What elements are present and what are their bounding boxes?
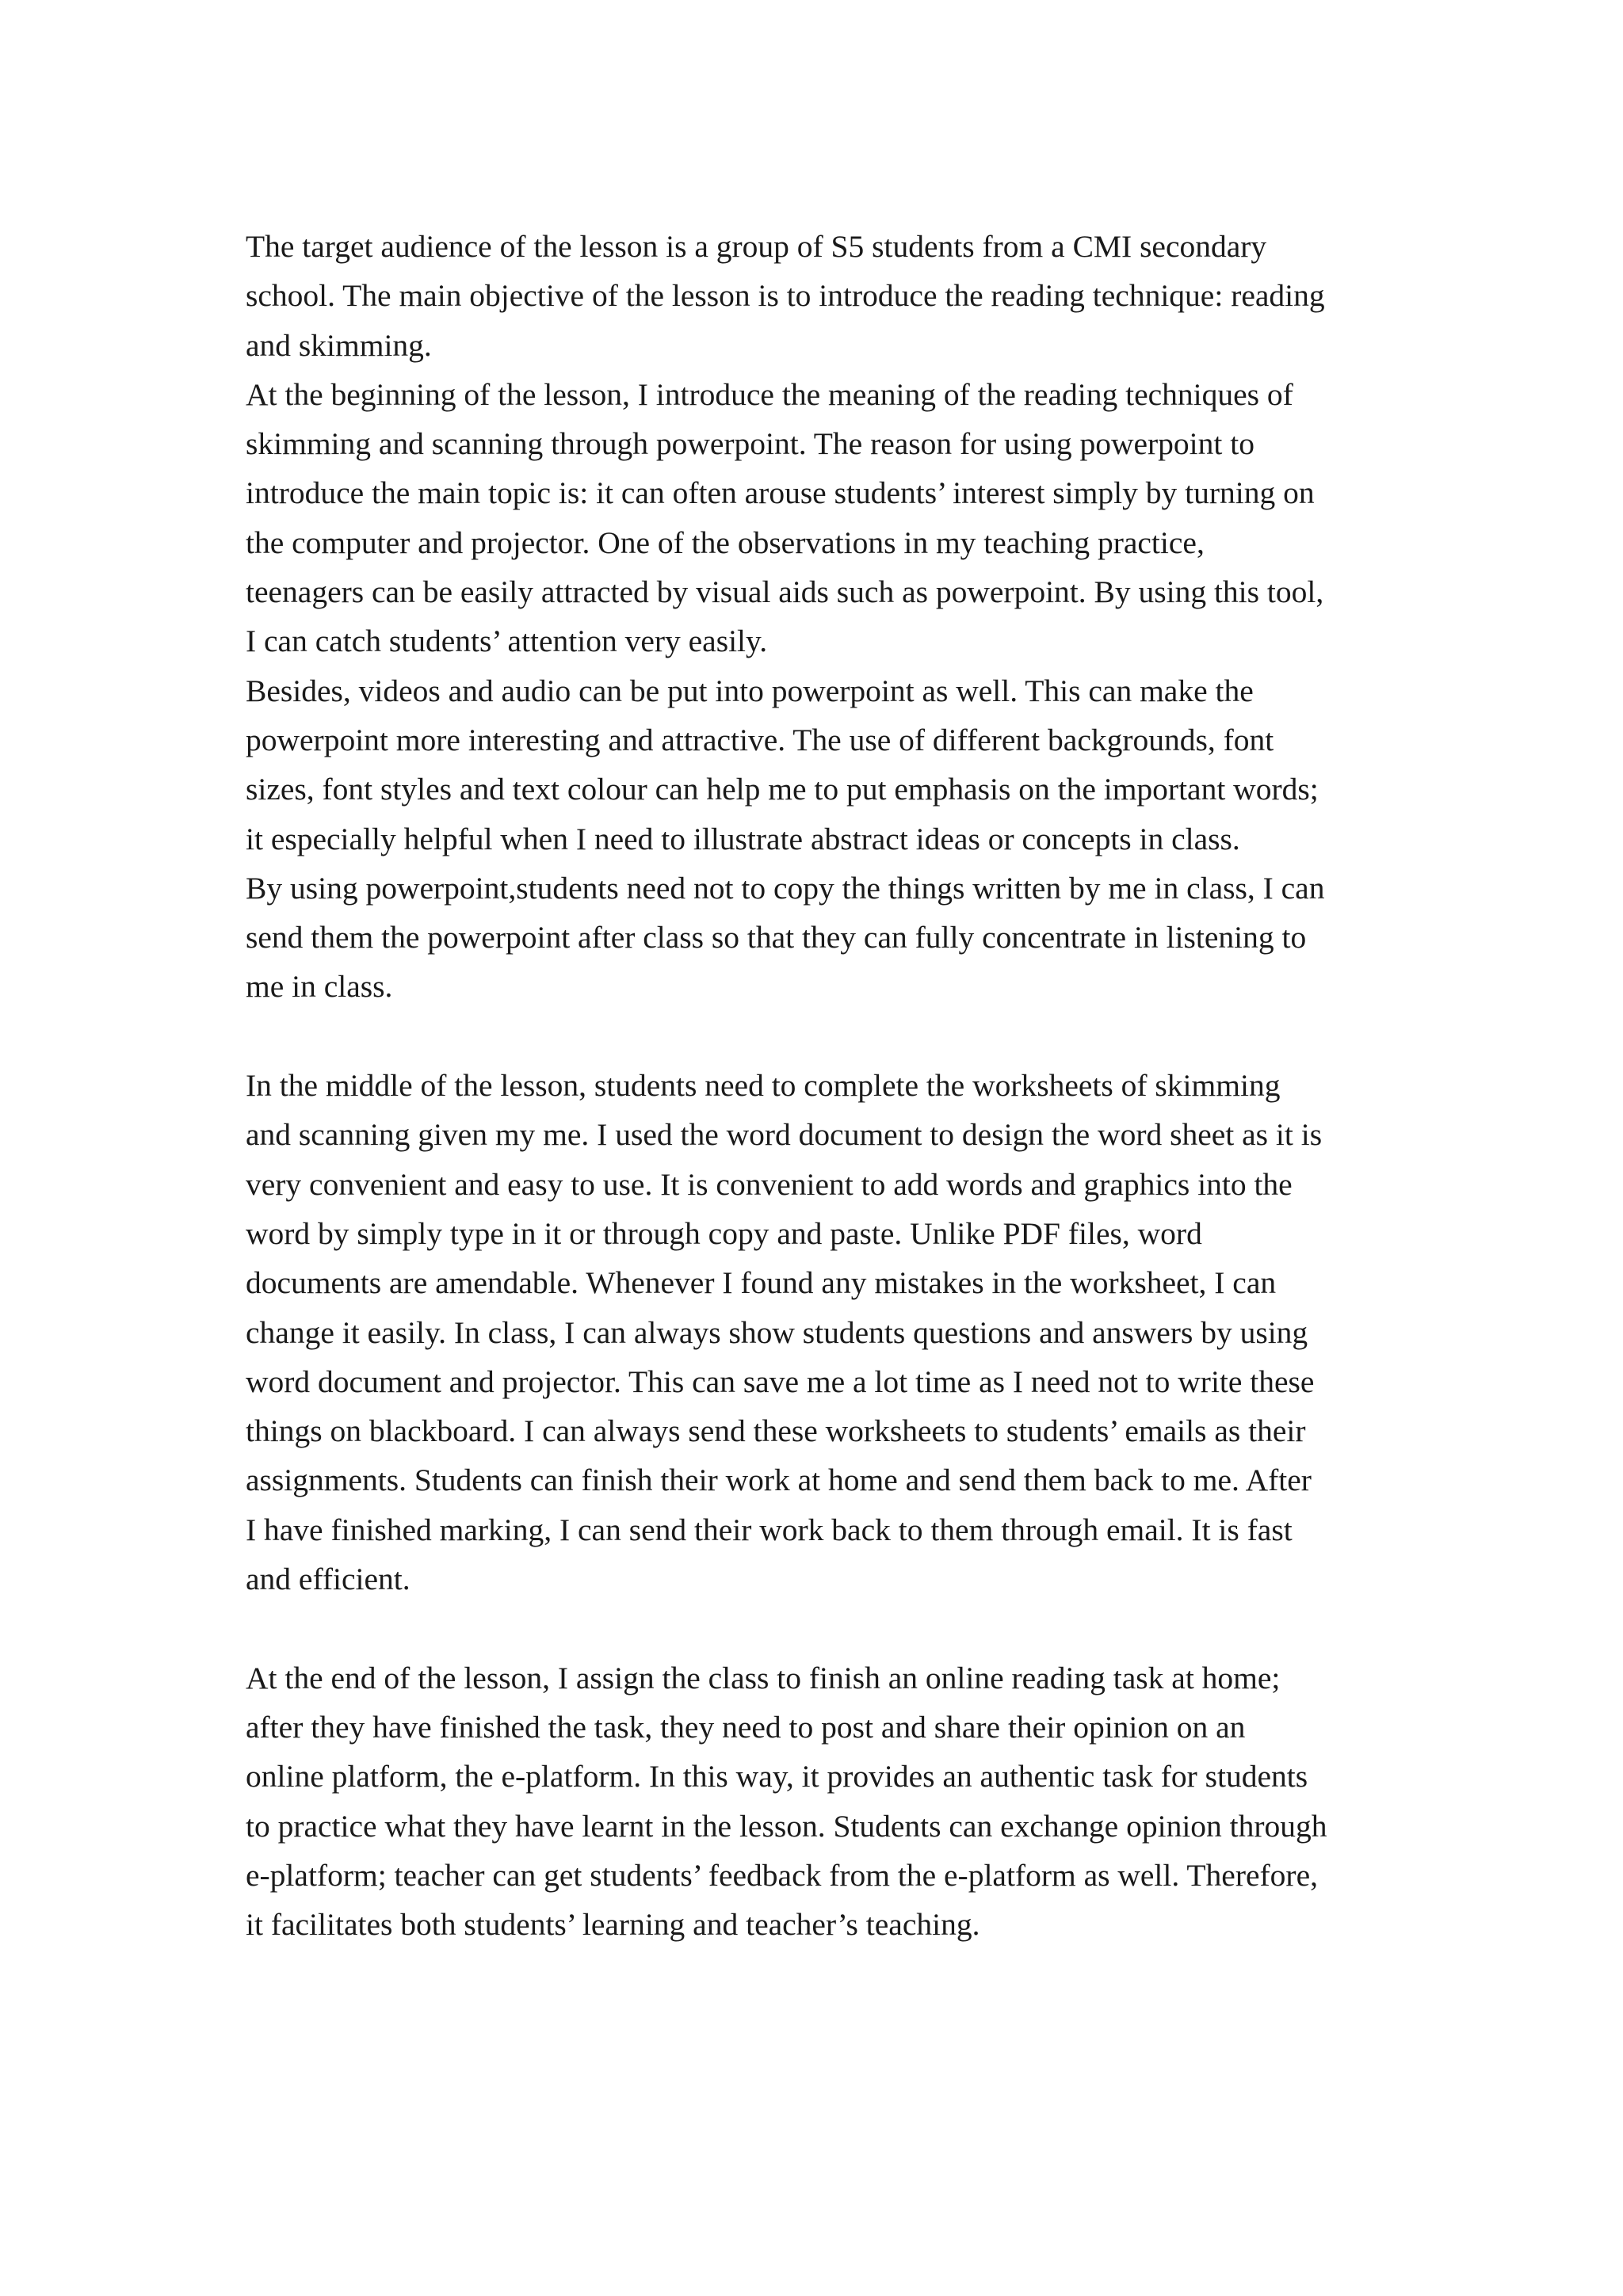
text-line: change it easily. In class, I can always show students questions and answers by using xyxy=(246,1314,1308,1350)
text-line: teenagers can be easily attracted by visual aids such as powerpoint. By using this tool, xyxy=(246,574,1324,610)
text-line: sizes, font styles and text colour can help me to put emphasis on the important words; xyxy=(246,772,1319,807)
paragraph-spacer xyxy=(246,1604,1395,1653)
text-line: powerpoint more interesting and attractive. The use of different backgrounds, font xyxy=(246,722,1274,757)
paragraph-target-audience xyxy=(246,222,1395,370)
paragraph-lesson-beginning xyxy=(246,370,1395,666)
text-line: skimming and scanning through powerpoint. The reason for using powerpoint to xyxy=(246,426,1254,462)
text-line: At the beginning of the lesson, I introduce the meaning of the reading techniques of xyxy=(246,376,1293,412)
text-line: word document and projector. This can save me a lot time as I need not to write these xyxy=(246,1363,1315,1399)
text-line: it facilitates both students’ learning and teacher’s teaching. xyxy=(246,1907,980,1943)
paragraph-lesson-end xyxy=(246,1653,1395,1950)
text-line: after they have finished the task, they need to post and share their opinion on an xyxy=(246,1709,1246,1745)
text-line: and efficient. xyxy=(246,1562,411,1597)
text-line: assignments. Students can finish their work at home and send them back to me. After xyxy=(246,1463,1312,1498)
text-line: me in class. xyxy=(246,969,393,1005)
text-line: word by simply type in it or through copy and paste. Unlike PDF files, word xyxy=(246,1215,1202,1251)
text-line: send them the powerpoint after class so that they can fully concentrate in listening to xyxy=(246,920,1307,955)
text-line: introduce the main topic is: it can often arouse students’ interest simply by turning on xyxy=(246,475,1315,511)
text-line: The target audience of the lesson is a group of S5 students from a CMI secondary xyxy=(246,229,1267,264)
paragraph-spacer xyxy=(246,1012,1395,1061)
text-line: it especially helpful when I need to illustrate abstract ideas or concepts in class. xyxy=(246,821,1240,856)
text-line: school. The main objective of the lesson is to introduce the reading technique: reading xyxy=(246,278,1325,314)
text-line: and scanning given my me. I used the word document to design the word sheet as it is xyxy=(246,1117,1323,1153)
text-line: and skimming. xyxy=(246,327,432,363)
text-line: I have finished marking, I can send their work back to them through email. It is fast xyxy=(246,1512,1293,1547)
text-line: online platform, the e-platform. In this way, it provides an authentic task for students xyxy=(246,1759,1308,1794)
text-line: the computer and projector. One of the observations in my teaching practice, xyxy=(246,524,1205,560)
text-line: documents are amendable. Whenever I found any mistakes in the worksheet, I can xyxy=(246,1265,1277,1301)
text-line: By using powerpoint,students need not to copy the things written by me in class, I can xyxy=(246,870,1325,906)
paragraph-powerpoint-copy xyxy=(246,864,1395,1012)
text-line: things on blackboard. I can always send these worksheets to students’ emails as their xyxy=(246,1413,1306,1449)
document-body xyxy=(246,222,1395,1949)
text-line: In the middle of the lesson, students need to complete the worksheets of skimming xyxy=(246,1068,1281,1104)
text-line: to practice what they have learnt in the lesson. Students can exchange opinion through xyxy=(246,1808,1327,1844)
text-line: very convenient and easy to use. It is convenient to add words and graphics into the xyxy=(246,1166,1293,1202)
text-line: Besides, videos and audio can be put into powerpoint as well. This can make the xyxy=(246,673,1254,708)
text-line: e-platform; teacher can get students’ feedback from the e-platform as well. Therefore, xyxy=(246,1857,1318,1893)
paragraph-videos-audio xyxy=(246,666,1395,864)
text-line: At the end of the lesson, I assign the class to finish an online reading task at home; xyxy=(246,1660,1281,1695)
paragraph-lesson-middle xyxy=(246,1061,1395,1604)
text-line: I can catch students’ attention very easily. xyxy=(246,624,768,659)
